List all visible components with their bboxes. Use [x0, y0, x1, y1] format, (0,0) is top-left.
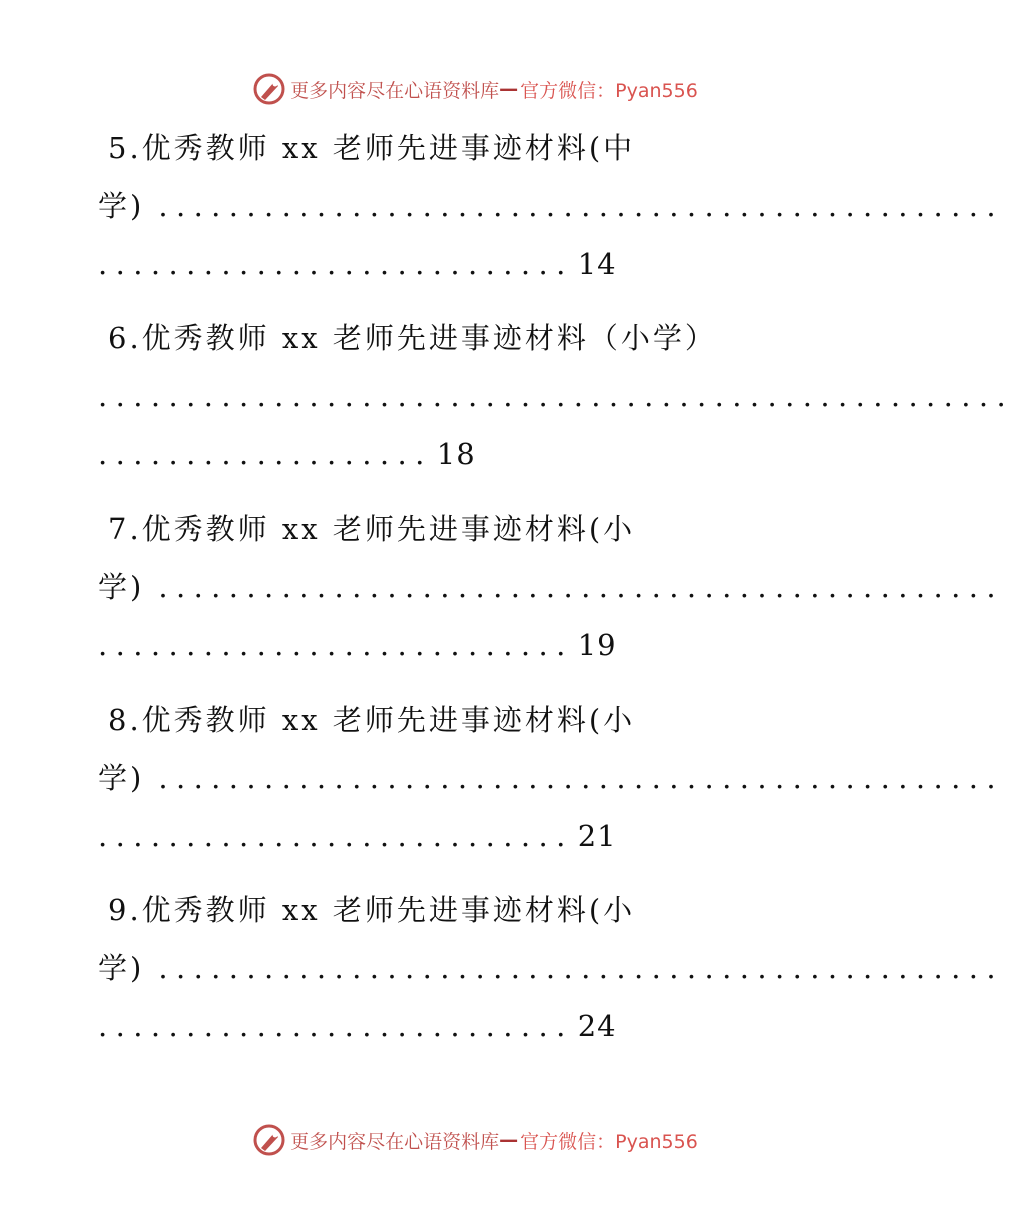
toc-entry-pageline: ................... 18 [98, 437, 476, 471]
toc-entry-lead: 学) [98, 951, 145, 985]
header-watermark [0, 72, 950, 106]
watermark-wechat: 官方微信：Pyan556 [520, 1130, 698, 1153]
toc-entry-leader: 学) ................................................ [98, 189, 1005, 223]
toc-page-number: 21 [577, 819, 617, 853]
toc-entry-title: 6.优秀教师 xx 老师先进事迹材料（小学） [108, 321, 717, 355]
toc-entry-pageline: ........................... 14 [98, 247, 617, 281]
pen-logo-icon [252, 1123, 286, 1157]
toc-page-number: 18 [436, 437, 476, 471]
toc-entry-leader: 学) ................................................ [98, 761, 1005, 795]
toc-page-number: 14 [577, 247, 617, 281]
toc-entry-title: 8.优秀教师 xx 老师先进事迹材料(小 [108, 703, 636, 737]
toc-entry-pageline: ........................... 21 [98, 819, 617, 853]
toc-entry-pageline: ........................... 19 [98, 628, 617, 662]
toc-entry-title: 9.优秀教师 xx 老师先进事迹材料(小 [108, 893, 636, 927]
watermark-text: 更多内容尽在心语资料库 [290, 1130, 500, 1153]
toc-entry-lead: 学) [98, 189, 145, 223]
toc-entry-leader: .................................................... [98, 379, 1014, 413]
toc-entry-lead: 学) [98, 761, 145, 795]
toc-entry-lead: 学) [98, 570, 145, 604]
watermark-separator: — [499, 78, 519, 100]
toc-entry-pageline: ........................... 24 [98, 1009, 617, 1043]
toc-entry-title: 5.优秀教师 xx 老师先进事迹材料(中 [108, 131, 636, 165]
toc-page-number: 19 [577, 628, 617, 662]
toc-entry-leader: 学) ................................................ [98, 951, 1005, 985]
toc-entry-title: 7.优秀教师 xx 老师先进事迹材料(小 [108, 512, 636, 546]
pen-logo-icon [252, 72, 286, 106]
watermark-wechat: 官方微信：Pyan556 [520, 79, 698, 102]
watermark-text: 更多内容尽在心语资料库 [290, 79, 500, 102]
toc-page-number: 24 [577, 1009, 617, 1043]
toc-entry-leader: 学) ................................................ [98, 570, 1005, 604]
footer-watermark [0, 1123, 950, 1157]
watermark-separator: — [499, 1129, 519, 1151]
